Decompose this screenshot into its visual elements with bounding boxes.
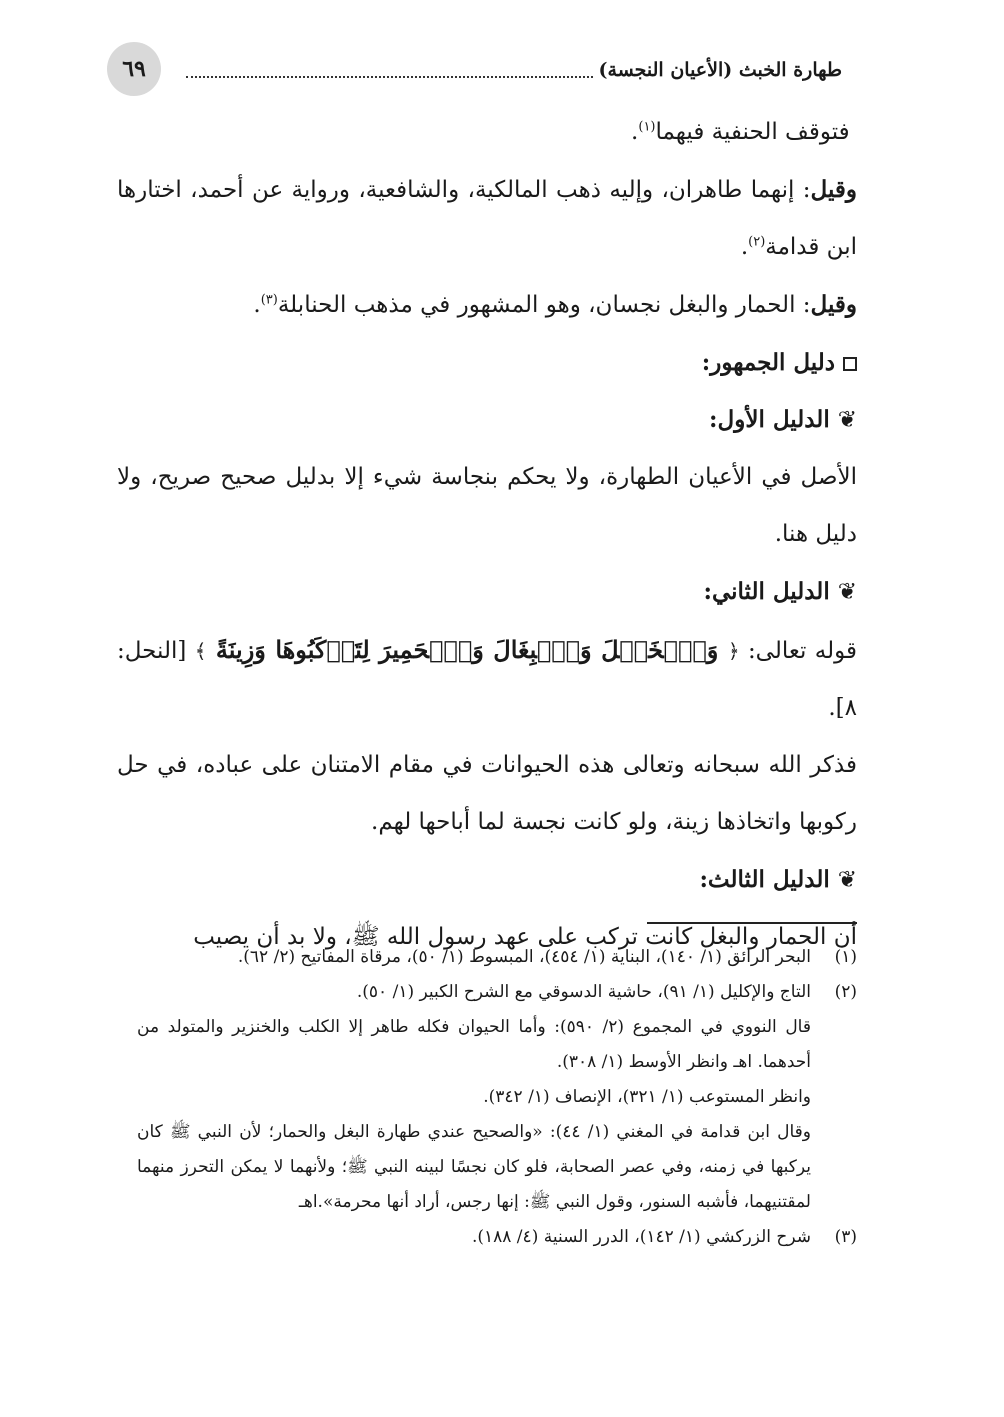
- heading-third-evidence: [117, 851, 857, 909]
- paragraph-3: [117, 276, 857, 334]
- paragraph-5: [117, 621, 857, 737]
- page-number: ٦٩: [122, 56, 146, 82]
- footnote-3-text: شرح الزركشي (١/ ١٤٢)، الدرر السنية (٤/ ١٨٨).: [471, 1227, 811, 1247]
- paragraph-1-end: .: [631, 119, 639, 145]
- main-text: [117, 104, 857, 966]
- footnote-3-number: (٣): [834, 1227, 857, 1247]
- dotted-leader: [186, 76, 593, 78]
- heading-first-evidence-text: الدليل الأول:: [709, 406, 830, 433]
- footnote-ref-2[interactable]: (٢): [748, 234, 766, 250]
- paragraph-7: أن الحمار والبغل كانت تركب على عهد رسول الله ﷺ، ولا بد أن يصيب: [193, 924, 857, 950]
- heading-jumhur: [117, 334, 857, 391]
- heading-second-evidence: [117, 563, 857, 621]
- footnote-2-text: التاج والإكليل (١/ ٩١)، حاشية الدسوقي مع الشرح الكبير (١/ ٥٠).: [356, 982, 811, 1002]
- leaf-ornament-icon: ❦: [837, 407, 857, 433]
- footnote-2-continuation-1: قال النووي في المجموع (٢/ ٥٩٠): وأما الحيوان فكله طاهر إلا الكلب والخنزير والمتولد من أحدهما. اهـ وانظر الأوسط (١/ ٣٠٨).: [137, 1017, 811, 1072]
- verse-citation: [النحل: ٨].: [117, 638, 857, 721]
- paragraph-2-text: : إنهما طاهران، وإليه ذهب المالكية، والشافعية، ورواية عن أحمد، اختارها ابن قدامة: [117, 177, 857, 260]
- footnote-separator: [647, 922, 857, 924]
- leaf-ornament-icon: ❦: [837, 579, 857, 605]
- page-number-badge: [107, 42, 161, 96]
- footnote-2-number: (٢): [834, 982, 857, 1002]
- paragraph-3-keyword: وقيل: [810, 291, 857, 318]
- footnote-3: [137, 1220, 857, 1255]
- running-title-text: طهارة الخبث (الأعيان النجسة): [598, 59, 842, 81]
- paragraph-2: [117, 161, 857, 276]
- heading-third-evidence-text: الدليل الثالث:: [699, 866, 830, 893]
- paragraph-4: الأصل في الأعيان الطهارة، ولا يحكم بنجاسة شيء إلا بدليل صحيح صريح، ولا دليل هنا.: [117, 464, 857, 547]
- page-header: [0, 42, 1004, 98]
- footnote-1: [137, 940, 857, 975]
- paragraph-3-text: : الحمار والبغل نجسان، وهو المشهور في مذهب الحنابلة: [277, 292, 811, 318]
- paragraph-1-text: فتوقف الحنفية فيهما: [655, 119, 850, 145]
- footnote-1-number: (١): [834, 947, 857, 967]
- footnote-ref-1[interactable]: (١): [638, 119, 656, 135]
- footnote-2-continuation-3: وقال ابن قدامة في المغني (١/ ٤٤): «والصحيح عندي طهارة البغل والحمار؛ لأن النبي ﷺ كان يركبها في زمنه، وفي عصر الصحابة، فلو كان نجسًا لبينه النبي ﷺ؛ ولأنهما لا يمكن التحرز منهما لمقتنيهما، فأشبه السنور، وقول النبي ﷺ: إنها رجس، أراد أنها محرمة».اهـ: [137, 1122, 811, 1212]
- verse-bracket-open: ﴿: [727, 639, 740, 663]
- verse-intro: قوله تعالى:: [739, 638, 857, 664]
- quran-verse: وَٱلۡخَيۡلَ وَٱلۡبِغَالَ وَٱلۡحَمِيرَ لِتَرۡكَبُوهَا وَزِينَةً: [206, 635, 728, 664]
- checkbox-square-icon: [843, 357, 857, 371]
- leaf-ornament-icon: ❦: [837, 867, 857, 893]
- paragraph-6: فذكر الله سبحانه وتعالى هذه الحيوانات في مقام الامتنان على عباده، في حل ركوبها واتخاذها زينة، ولو كانت نجسة لما أباحها لهم.: [117, 752, 857, 835]
- heading-jumhur-text: دليل الجمهور:: [701, 349, 835, 376]
- footnote-2: [137, 975, 857, 1010]
- footnote-ref-3[interactable]: (٣): [260, 292, 278, 308]
- footnote-1-text: البحر الرائق (١/ ١٤٠)، البناية (١/ ٤٥٤)، المبسوط (١/ ٥٠)، مرقاة المفاتيح (٢/ ٦٢).: [237, 947, 811, 967]
- paragraph-3-end: .: [253, 292, 261, 318]
- verse-bracket-close: ﴾: [194, 639, 207, 663]
- running-title: [186, 50, 842, 90]
- footnote-2-continuation-2: وانظر المستوعب (١/ ٣٢١)، الإنصاف (١/ ٣٤٢).: [483, 1087, 811, 1107]
- heading-second-evidence-text: الدليل الثاني:: [703, 578, 830, 605]
- paragraph-2-keyword: وقيل: [810, 176, 857, 203]
- footnotes: [137, 940, 857, 1255]
- heading-first-evidence: [117, 391, 857, 449]
- paragraph-1: [117, 104, 857, 161]
- paragraph-2-end: .: [740, 234, 749, 260]
